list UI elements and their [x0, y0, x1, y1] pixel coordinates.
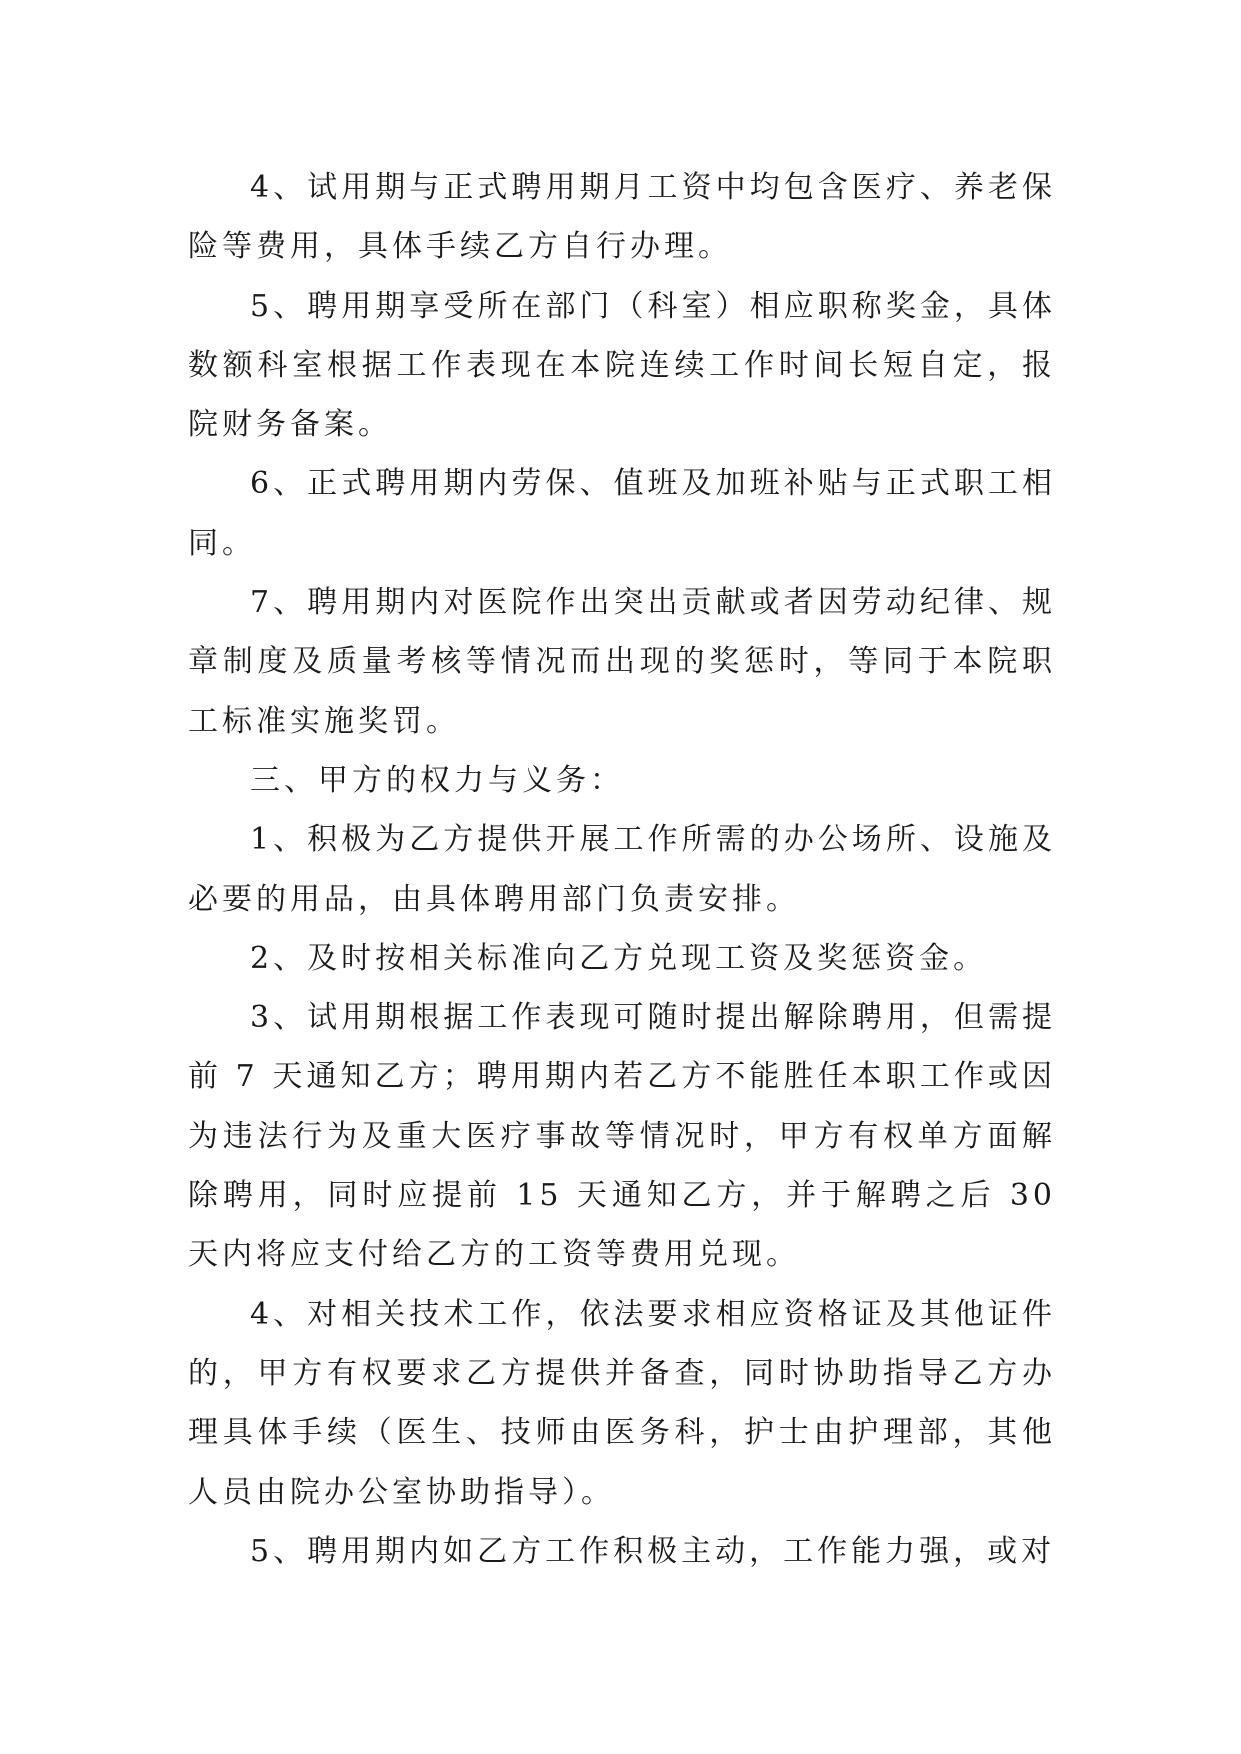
section-heading: 三、甲方的权力与义务：	[250, 762, 624, 798]
paragraph: 4、试用期与正式聘用期月工资中均包含医疗、养老保险等费用，具体手续乙方自行办理。	[188, 170, 1056, 265]
paragraph: 5、聘用期内如乙方工作积极主动，工作能力强，或对	[250, 1533, 1056, 1569]
paragraph: 1、积极为乙方提供开展工作所需的办公场所、设施及必要的用品，由具体聘用部门负责安排。	[188, 822, 1056, 917]
paragraph: 4、对相关技术工作，依法要求相应资格证及其他证件的，甲方有权要求乙方提供并备查，同时协助指导乙方办理具体手续（医生、技师由医务科，护士由护理部，其他人员由院办公室协助指导）。	[188, 1296, 1056, 1510]
paragraph: 7、聘用期内对医院作出突出贡献或者因劳动纪律、规章制度及质量考核等情况而出现的奖惩时，等同于本院职工标准实施奖罚。	[188, 585, 1056, 739]
paragraph: 6、正式聘用期内劳保、值班及加班补贴与正式职工相同。	[188, 466, 1056, 561]
document-body	[188, 158, 1056, 1581]
paragraph: 5、聘用期享受所在部门（科室）相应职称奖金，具体数额科室根据工作表现在本院连续工作时间长短自定，报院财务备案。	[188, 288, 1056, 443]
paragraph: 3、试用期根据工作表现可随时提出解除聘用，但需提前 7 天通知乙方；聘用期内若乙方不能胜任本职工作或因为违法行为及重大医疗事故等情况时，甲方有权单方面解除聘用，同时应提前 15 天通知乙方，并于解聘之后 30 天内将应支付给乙方的工资等费用兑现。	[188, 1000, 1056, 1273]
paragraph: 2、及时按相关标准向乙方兑现工资及奖惩资金。	[250, 940, 988, 976]
